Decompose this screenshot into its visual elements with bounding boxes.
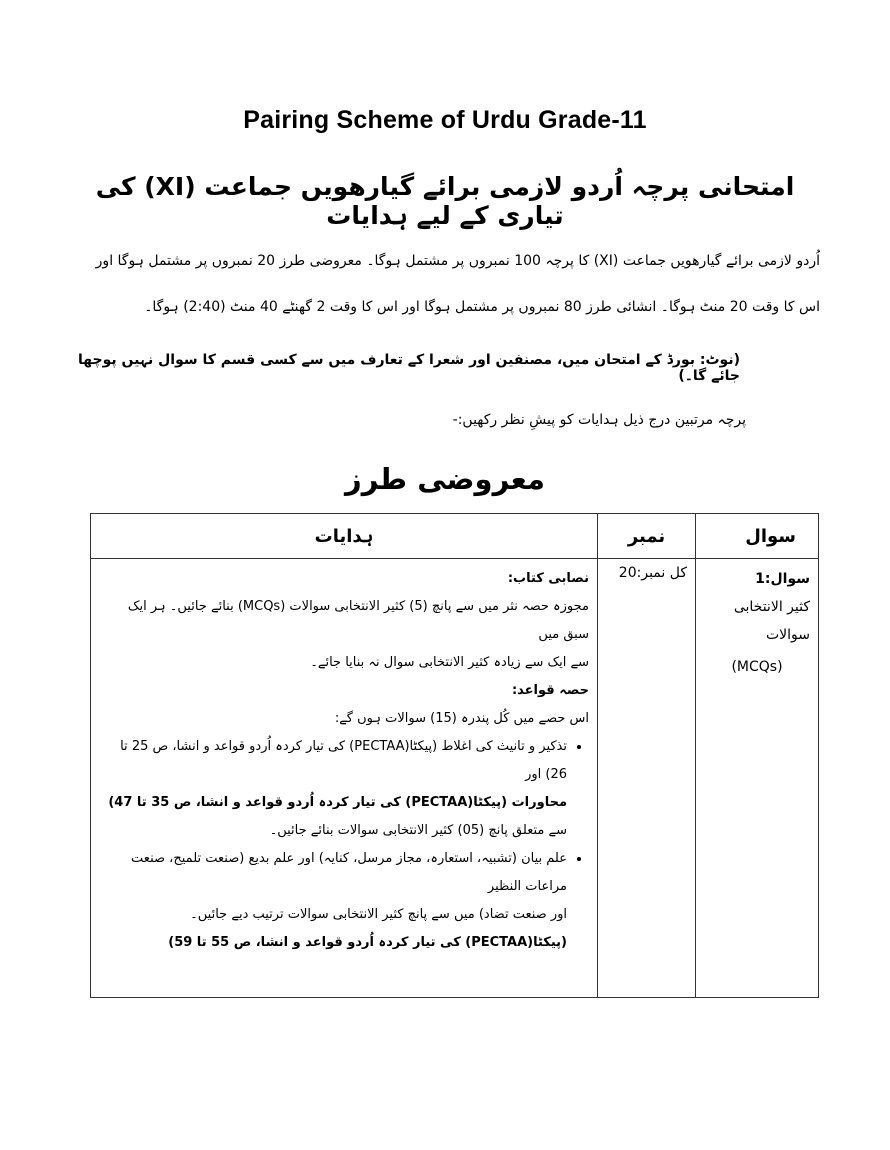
- section-title: معروضی طرز: [345, 462, 545, 496]
- question-type: کثیر الانتخابی سوالات: [733, 599, 810, 643]
- grammar-list-2: [99, 845, 589, 901]
- list-item: [99, 845, 567, 901]
- bullet-2-line-2: اور صنعت تضاد) میں سے پانچ کثیر الانتخابی سوالات ترتیب دیے جائیں۔: [190, 907, 567, 922]
- header-question: سوال: [696, 514, 819, 559]
- setter-instruction: پرچہ مرتبین درج ذیل ہدایات کو پیشِ نظر رکھیں:-: [452, 412, 746, 428]
- instructions-cell: [91, 559, 598, 998]
- list-item: [99, 733, 567, 789]
- bullet-2-line-3: (پیکٹا(PECTAA) کی تیار کردہ اُردو قواعد و انشا، ص 55 تا 59): [168, 935, 567, 950]
- board-note: (نوٹ: بورڈ کے امتحان میں، مصنفین اور شعرا کے تعارف میں سے کسی قسم کا سوال نہیں پوچھا جائے گا۔): [78, 352, 740, 384]
- table-row: [91, 559, 819, 998]
- textbook-line-1: مجوزہ حصہ نثر میں سے پانچ (5) کثیر الانتخابی سوالات (MCQs) بنائے جائیں۔ ہر ایک سبق میں: [127, 599, 589, 642]
- bullet-2-line-1: علم بیان (تشبیہ، استعارہ، مجاز مرسل، کنایہ) اور علم بدیع (صنعت تلمیح، صنعت مراعات النظیر: [131, 851, 567, 894]
- table-header-row: [91, 514, 819, 559]
- bullet-1-line-1: تذکیر و تانیث کی اغلاط (پیکٹا(PECTAA) کی تیار کردہ اُردو قواعد و انشا، ص 25 تا 26) اور: [120, 739, 567, 782]
- question-label: سوال:1: [755, 571, 810, 587]
- grammar-list: [99, 733, 589, 789]
- bullet-1-line-3: سے متعلق پانچ (05) کثیر الانتخابی سوالات بنائے جائیں۔: [269, 823, 567, 838]
- header-marks: نمبر: [598, 514, 696, 559]
- scheme-table: [90, 513, 819, 998]
- question-cell: [696, 559, 819, 998]
- bullet-1-line-2: محاورات (پیکٹا(PECTAA) کی تیار کردہ اُردو قواعد و انشا، ص 35 تا 47): [108, 795, 567, 810]
- question-type-abbr: (MCQs): [731, 659, 783, 675]
- marks-cell: کل نمبر:20: [598, 559, 696, 998]
- intro-paragraph: اُردو لازمی برائے گیارھویں جماعت (XI) کا پرچہ 100 نمبروں پر مشتمل ہوگا۔ معروضی طرز 20 نمبروں پر مشتمل ہوگا اور اس کا وقت 20 منٹ ہوگا۔ انشائی طرز 80 نمبروں پر مشتمل ہوگا اور اس کا وقت 2 گھنٹے 40 منٹ (2:40) ہوگا۔: [95, 253, 820, 315]
- grammar-heading: حصہ قواعد:: [511, 683, 589, 698]
- english-title: Pairing Scheme of Urdu Grade-11: [243, 106, 647, 134]
- grammar-intro: اس حصے میں کُل پندرہ (15) سوالات ہوں گے:: [334, 711, 589, 726]
- header-instructions: ہدایات: [91, 514, 598, 559]
- urdu-title: امتحانی پرچہ اُردو لازمی برائے گیارھویں جماعت (XI) کی تیاری کے لیے ہدایات: [95, 172, 795, 230]
- textbook-line-2: سے ایک سے زیادہ کثیر الانتخابی سوال نہ بنایا جائے۔: [310, 655, 589, 670]
- textbook-heading: نصابی کتاب:: [507, 571, 589, 586]
